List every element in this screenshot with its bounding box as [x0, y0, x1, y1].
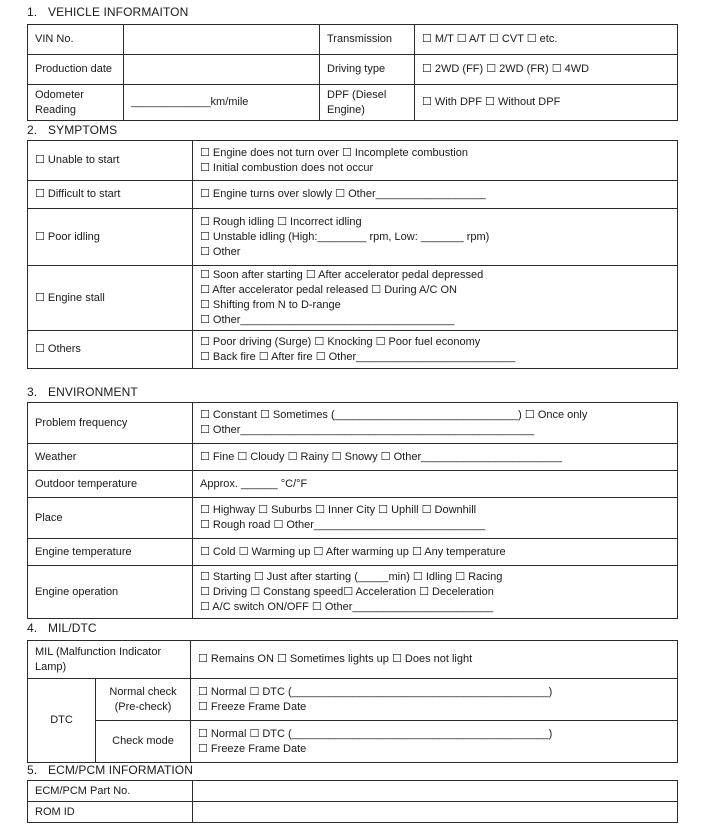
- check-line[interactable]: ☐ Highway ☐ Suburbs ☐ Inner City ☐ Uphill ☐ Downhill: [200, 504, 477, 516]
- vin-value-cell[interactable]: [124, 25, 320, 55]
- odometer-label: Odometer Reading: [28, 85, 124, 121]
- section-5-title: ECM/PCM INFORMATION: [48, 763, 194, 777]
- check-line[interactable]: ☐ Initial combustion does not occur: [200, 161, 374, 174]
- dtc-normal-check-options-cell: [191, 679, 678, 721]
- vin-label: VIN No.: [28, 25, 124, 55]
- section-2-title: SYMPTOMS: [48, 123, 118, 137]
- check-line[interactable]: ☐ Normal ☐ DTC (__________________________________________): [198, 685, 553, 698]
- ecm-pcm-part-no-value-cell[interactable]: [193, 781, 678, 802]
- section-4-number: 4.: [27, 621, 38, 635]
- engine-temperature-options-cell: [193, 539, 678, 566]
- check-line[interactable]: ☐ Engine does not turn over ☐ Incomplete combustion: [200, 146, 468, 159]
- section-2-number: 2.: [27, 123, 38, 137]
- dtc-check-mode-options-cell: [191, 721, 678, 763]
- env-row-weather: [28, 444, 678, 471]
- driving-type-label: Driving type: [320, 55, 415, 85]
- env-row-place: [28, 498, 678, 539]
- symptoms-table: [27, 140, 678, 369]
- env-row-problem-frequency: [28, 403, 678, 444]
- weather-options-cell: [193, 444, 678, 471]
- symptom-checkbox-engine-stall[interactable]: ☐ Engine stall: [28, 266, 193, 331]
- check-line[interactable]: ☐ Starting ☐ Just after starting (_____min) ☐ Idling ☐ Racing: [200, 570, 503, 583]
- symptom-row-others: [28, 331, 678, 369]
- problem-frequency-label: Problem frequency: [28, 403, 193, 444]
- env-row-outdoor-temperature: [28, 471, 678, 498]
- check-line[interactable]: ☐ Remains ON ☐ Sometimes lights up ☐ Does not light: [198, 653, 473, 665]
- check-line[interactable]: ☐ Other________________________________________________: [200, 424, 535, 436]
- check-line[interactable]: ☐ 2WD (FF) ☐ 2WD (FR) ☐ 4WD: [422, 63, 590, 75]
- rom-id-label: ROM ID: [28, 802, 193, 823]
- ecm-pcm-information-table: [27, 780, 678, 823]
- mil-label: MIL (Malfunction Indicator Lamp): [28, 641, 191, 679]
- section-3-header: [27, 385, 138, 399]
- dtc-label: DTC: [28, 679, 96, 763]
- check-line[interactable]: ☐ Poor driving (Surge) ☐ Knocking ☐ Poor fuel economy: [200, 335, 481, 348]
- symptom-row-difficult-to-start: [28, 181, 678, 209]
- mil-dtc-table: [27, 640, 678, 763]
- section-3-number: 3.: [27, 385, 38, 399]
- outdoor-temperature-label: Outdoor temperature: [28, 471, 193, 498]
- mil-options-cell: [191, 641, 678, 679]
- check-line[interactable]: ☐ Normal ☐ DTC (__________________________________________): [198, 727, 553, 740]
- check-line[interactable]: ☐ Constant ☐ Sometimes (______________________________) ☐ Once only: [200, 409, 588, 421]
- transmission-options-cell: [415, 25, 678, 55]
- symptom-row-unable-to-start: [28, 141, 678, 181]
- check-line[interactable]: ☐ Driving ☐ Constang speed☐ Acceleration ☐ Deceleration: [200, 585, 494, 598]
- unable-to-start-options-cell: [193, 141, 678, 181]
- section-5-header: [27, 763, 193, 777]
- outdoor-temperature-value: Approx. ______ °C/°F: [200, 477, 308, 490]
- mil-row: [28, 641, 678, 679]
- place-options-cell: [193, 498, 678, 539]
- symptom-row-engine-stall: [28, 266, 678, 331]
- engine-stall-options-cell: [193, 266, 678, 331]
- check-line[interactable]: ☐ Freeze Frame Date: [198, 700, 307, 713]
- check-line[interactable]: ☐ Other: [200, 245, 241, 258]
- others-options-cell: [193, 331, 678, 369]
- check-line[interactable]: ☐ Soon after starting ☐ After accelerator pedal depressed: [200, 269, 484, 281]
- symptom-row-poor-idling: [28, 209, 678, 266]
- engine-operation-options-cell: [193, 566, 678, 619]
- odometer-value-cell[interactable]: [124, 85, 320, 121]
- check-line[interactable]: ☐ After accelerator pedal released ☐ During A/C ON: [200, 284, 457, 296]
- production-date-label: Production date: [28, 55, 124, 85]
- ecm-pcm-part-no-row: [28, 781, 678, 802]
- check-line[interactable]: ☐ A/C switch ON/OFF ☐ Other_______________________: [200, 600, 494, 613]
- dtc-normal-check-row: [28, 679, 678, 721]
- section-2-header: [27, 123, 117, 137]
- engine-temperature-label: Engine temperature: [28, 539, 193, 566]
- section-4-header: [27, 621, 97, 635]
- check-line[interactable]: ☐ Fine ☐ Cloudy ☐ Rainy ☐ Snowy ☐ Other_______________________: [200, 450, 562, 463]
- section-1-title: VEHICLE INFORMAITON: [48, 5, 189, 19]
- vin-row: [28, 25, 678, 55]
- ecm-pcm-part-no-label: ECM/PCM Part No.: [28, 781, 193, 802]
- check-line[interactable]: ☐ Freeze Frame Date: [198, 742, 307, 755]
- outdoor-temperature-value-cell[interactable]: [193, 471, 678, 498]
- symptom-checkbox-poor-idling[interactable]: ☐ Poor idling: [28, 209, 193, 266]
- check-line[interactable]: ☐ Rough idling ☐ Incorrect idling: [200, 215, 362, 228]
- check-line[interactable]: ☐ Engine turns over slowly ☐ Other__________________: [200, 188, 486, 200]
- check-line[interactable]: ☐ Unstable idling (High:________ rpm, Low: _______ rpm): [200, 230, 490, 243]
- check-line[interactable]: ☐ Rough road ☐ Other____________________________: [200, 519, 486, 531]
- check-line[interactable]: ☐ Back fire ☐ After fire ☐ Other__________________________: [200, 350, 516, 363]
- transmission-label: Transmission: [320, 25, 415, 55]
- difficult-to-start-options-cell: [193, 181, 678, 209]
- section-1-header: [27, 5, 188, 19]
- section-1-number: 1.: [27, 5, 38, 19]
- dpf-options-cell: [415, 85, 678, 121]
- section-4-title: MIL/DTC: [48, 621, 97, 635]
- problem-frequency-options-cell: [193, 403, 678, 444]
- odometer-row: [28, 85, 678, 121]
- dpf-label: DPF (Diesel Engine): [320, 85, 415, 121]
- poor-idling-options-cell: [193, 209, 678, 266]
- dtc-check-mode-row: [28, 721, 678, 763]
- driving-type-options-cell: [415, 55, 678, 85]
- env-row-engine-temperature: [28, 539, 678, 566]
- vehicle-information-table: [27, 24, 678, 121]
- production-date-value-cell[interactable]: [124, 55, 320, 85]
- odometer-value: _____________km/mile: [131, 96, 249, 108]
- symptom-checkbox-unable-to-start[interactable]: ☐ Unable to start: [28, 141, 193, 181]
- check-line[interactable]: ☐ Other___________________________________: [200, 314, 455, 326]
- symptom-checkbox-difficult-to-start[interactable]: ☐ Difficult to start: [28, 181, 193, 209]
- check-line[interactable]: ☐ M/T ☐ A/T ☐ CVT ☐ etc.: [422, 33, 558, 45]
- check-line[interactable]: ☐ Cold ☐ Warming up ☐ After warming up ☐ Any temperature: [200, 545, 506, 558]
- rom-id-row: [28, 802, 678, 823]
- rom-id-value-cell[interactable]: [193, 802, 678, 823]
- production-date-row: [28, 55, 678, 85]
- weather-label: Weather: [28, 444, 193, 471]
- symptom-checkbox-others[interactable]: ☐ Others: [28, 331, 193, 369]
- dtc-normal-check-label: Normal check (Pre-check): [96, 679, 191, 721]
- section-3-title: ENVIRONMENT: [48, 385, 138, 399]
- place-label: Place: [28, 498, 193, 539]
- check-line[interactable]: ☐ With DPF ☐ Without DPF: [422, 96, 561, 108]
- environment-table: [27, 402, 678, 619]
- env-row-engine-operation: [28, 566, 678, 619]
- engine-operation-label: Engine operation: [28, 566, 193, 619]
- section-5-number: 5.: [27, 763, 38, 777]
- check-line[interactable]: ☐ Shifting from N to D-range: [200, 299, 341, 311]
- dtc-check-mode-label: Check mode: [96, 721, 191, 763]
